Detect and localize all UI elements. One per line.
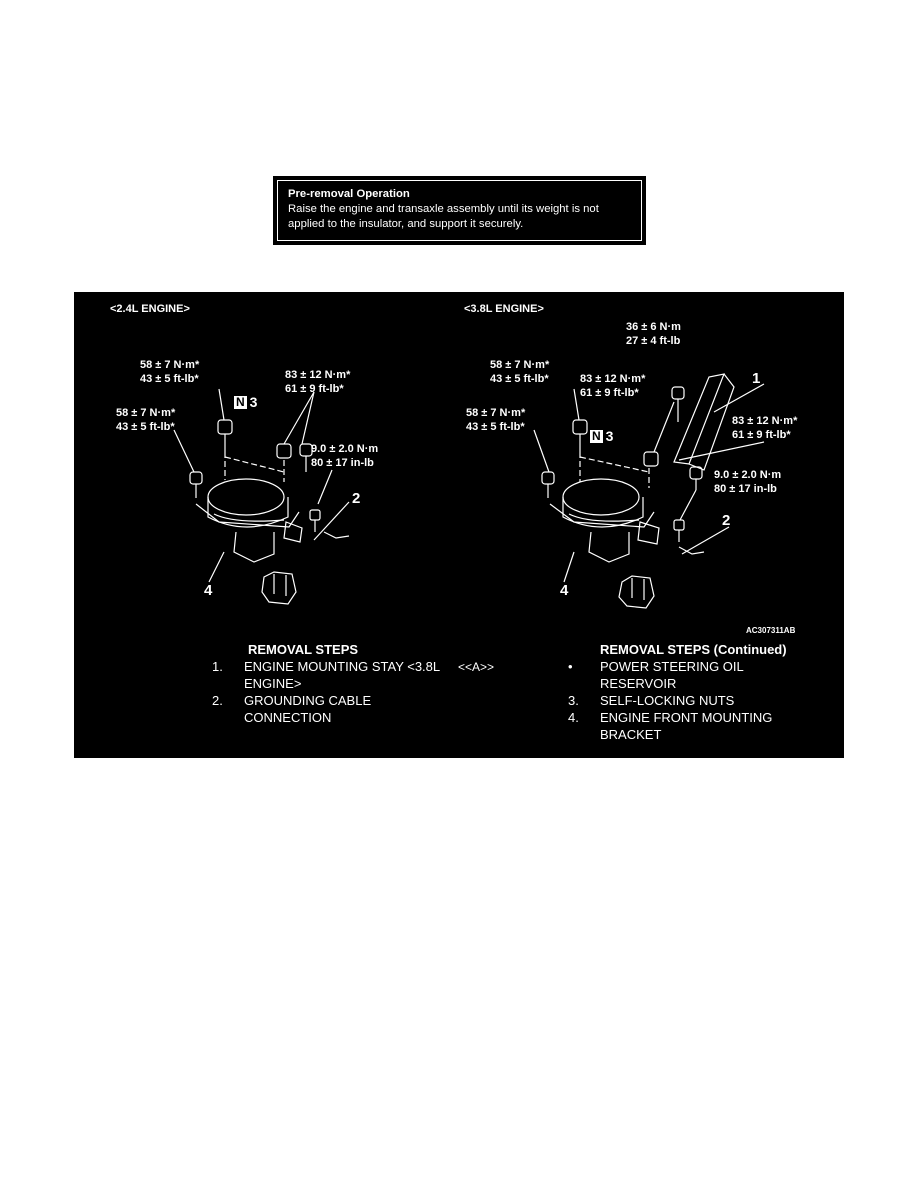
step-text: ENGINE MOUNTING STAY <3.8L ENGINE> — [244, 659, 440, 691]
torque-label: 80 ± 17 in-lb — [714, 483, 777, 495]
torque-label: 36 ± 6 N·m — [626, 321, 681, 333]
list-item — [568, 658, 800, 692]
torque-label: 58 ± 7 N·m* — [466, 407, 526, 419]
note-title: Pre-removal Operation — [288, 188, 410, 200]
list-item — [568, 709, 800, 743]
n3-reference — [234, 394, 257, 410]
torque-label: 43 ± 5 ft-lb* — [490, 373, 549, 385]
torque-label: 83 ± 12 N·m* — [580, 373, 646, 385]
callout-4: 4 — [560, 582, 569, 599]
torque-label: 61 ± 9 ft-lb* — [580, 387, 639, 399]
step-text: ENGINE FRONT MOUNTING BRACKET — [600, 710, 773, 742]
torque-label: 61 ± 9 ft-lb* — [732, 429, 791, 441]
step-text: GROUNDING CABLE CONNECTION — [244, 693, 372, 725]
list-item — [212, 658, 444, 692]
step-number: 3. — [568, 693, 579, 708]
list-item — [212, 692, 444, 726]
engine-label-3-8l: <3.8L ENGINE> — [464, 303, 544, 315]
figure-id: AC307311AB — [746, 626, 796, 635]
torque-label: 58 ± 7 N·m* — [140, 359, 200, 371]
step-text: POWER STEERING OIL RESERVOIR — [600, 659, 744, 691]
torque-label: 43 ± 5 ft-lb* — [116, 421, 175, 433]
torque-label: 43 ± 5 ft-lb* — [466, 421, 525, 433]
callout-2: 2 — [352, 490, 361, 507]
procedure-reference: <<A>> — [458, 660, 495, 674]
torque-label: 61 ± 9 ft-lb* — [285, 383, 344, 395]
callout-4: 4 — [204, 582, 213, 599]
torque-label: 9.0 ± 2.0 N·m — [311, 443, 379, 455]
n3-reference — [590, 428, 613, 444]
pre-removal-note-frame — [277, 180, 642, 241]
list-item — [568, 692, 800, 709]
note-body: Raise the engine and transaxle assembly until its weight is not applied to the insulator, and support it securely. — [288, 203, 599, 230]
torque-label: 58 ± 7 N·m* — [490, 359, 550, 371]
torque-label: 83 ± 12 N·m* — [285, 369, 351, 381]
engine-label-2-4l: <2.4L ENGINE> — [110, 303, 190, 315]
torque-label: 27 ± 4 ft-lb — [626, 335, 681, 347]
step-bullet: • — [568, 659, 573, 674]
steps-heading: REMOVAL STEPS — [248, 642, 359, 657]
torque-label: 83 ± 12 N·m* — [732, 415, 798, 427]
step-number: 1. — [212, 659, 223, 674]
step-number: 2. — [212, 693, 223, 708]
torque-label: 58 ± 7 N·m* — [116, 407, 176, 419]
torque-label: 80 ± 17 in-lb — [311, 457, 374, 469]
step-text: SELF-LOCKING NUTS — [600, 693, 735, 708]
n-box: N — [592, 428, 601, 443]
n3-number: 3 — [605, 428, 614, 444]
step-number: 4. — [568, 710, 579, 725]
n3-number: 3 — [249, 394, 258, 410]
callout-2: 2 — [722, 512, 731, 529]
callout-1: 1 — [752, 370, 761, 387]
n-box: N — [236, 394, 245, 409]
pre-removal-note — [273, 176, 646, 245]
mounting-bracket-figure — [74, 292, 844, 758]
steps-heading: REMOVAL STEPS (Continued) — [600, 642, 787, 657]
removal-steps-left — [212, 641, 444, 726]
removal-steps-right — [568, 641, 800, 743]
torque-label: 9.0 ± 2.0 N·m — [714, 469, 782, 481]
torque-label: 43 ± 5 ft-lb* — [140, 373, 199, 385]
